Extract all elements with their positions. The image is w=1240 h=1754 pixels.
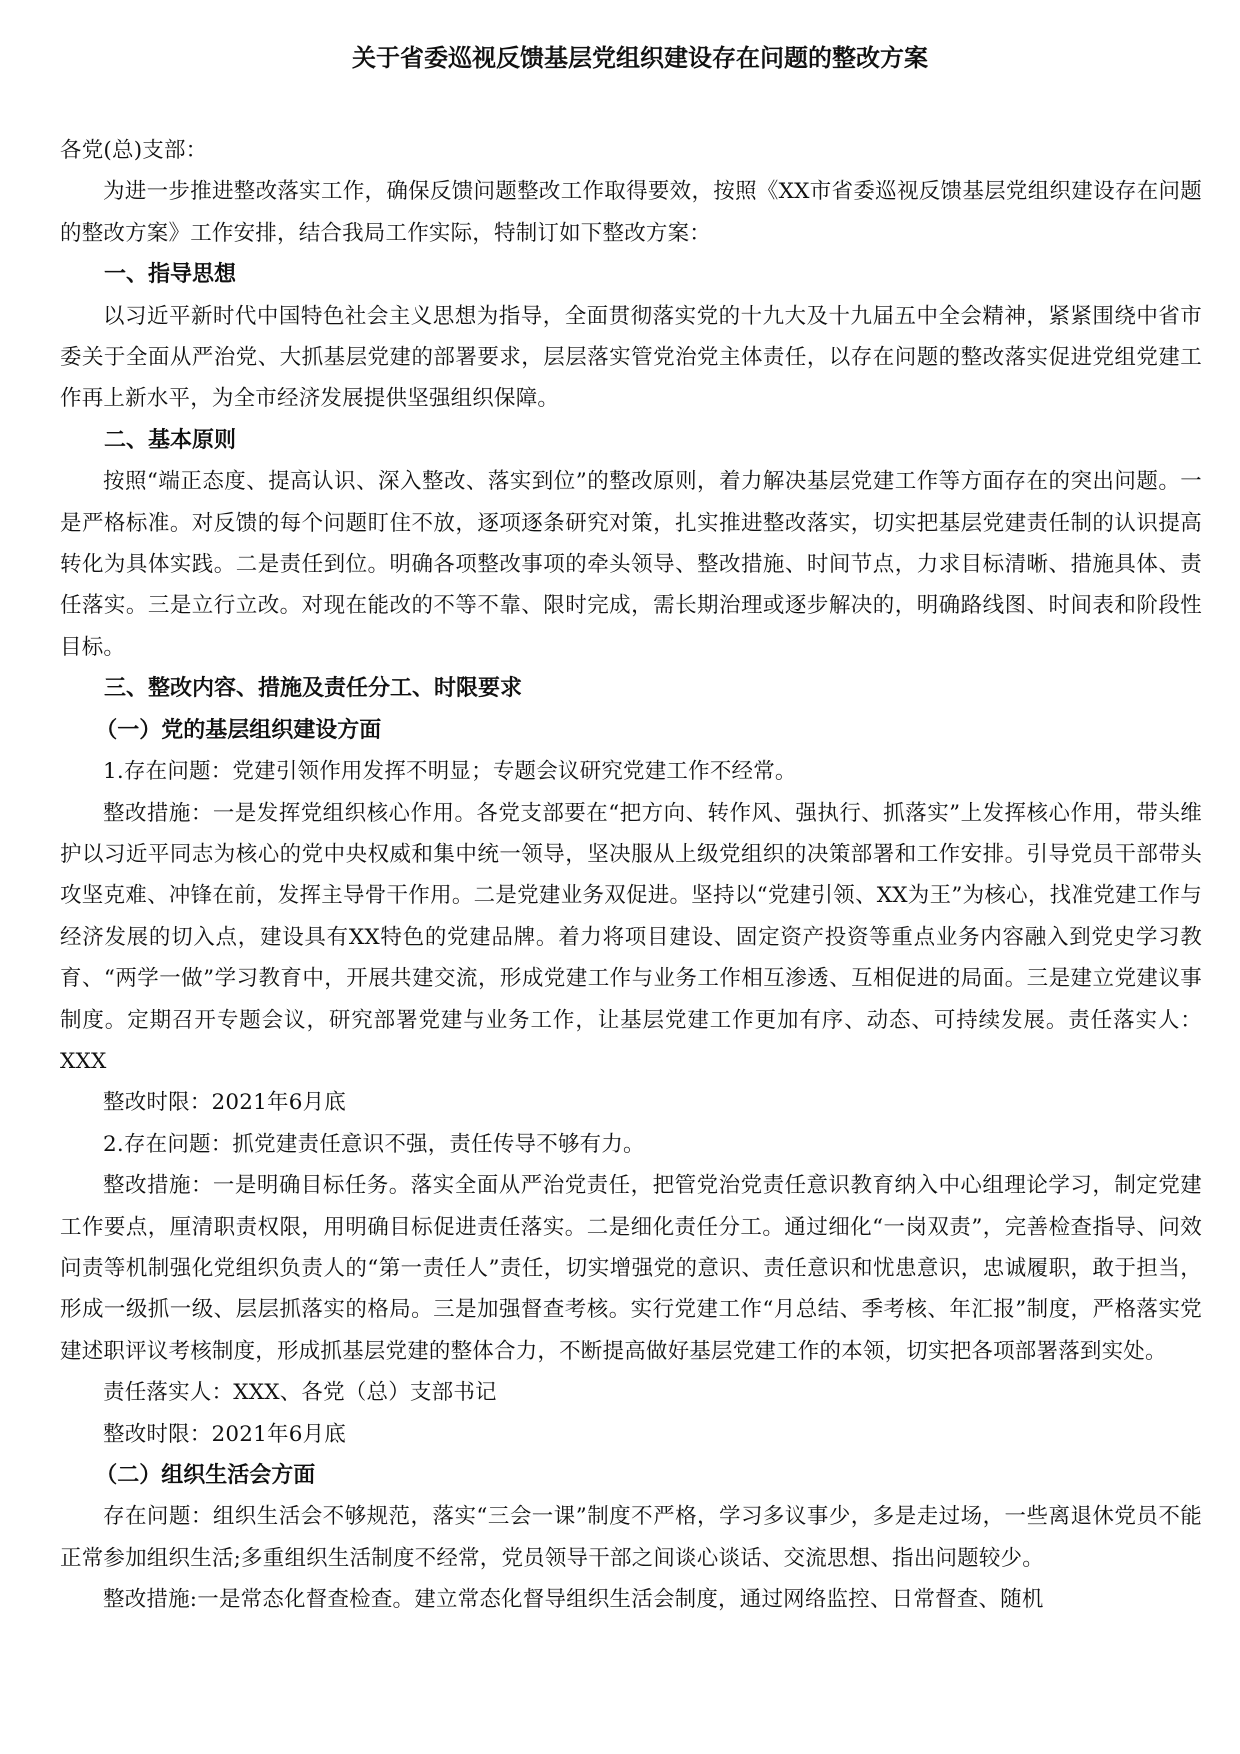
responsible-paragraph-2: 责任落实人：XXX、各党（总）支部书记 (103, 1380, 497, 1406)
salutation: 各党(总)支部： (60, 138, 208, 163)
deadline-paragraph-1: 整改时限：2021年6月底 (103, 1090, 346, 1116)
problem-paragraph-2: 2.存在问题：抓党建责任意识不强，责任传导不够有力。 (103, 1131, 645, 1157)
subsection-heading-grassroots-organization: （一）党的基层组织建设方面 (95, 717, 382, 743)
document-title: 关于省委巡视反馈基层党组织建设存在问题的整改方案 (352, 44, 928, 72)
document-page (60, 40, 1202, 1621)
deadline-paragraph-2: 整改时限：2021年6月底 (103, 1421, 346, 1447)
measures-paragraph-3: 整改措施:一是常态化督查检查。建立常态化督导组织生活会制度，通过网络监控、日常督查、随机 (103, 1587, 1044, 1613)
subsection-heading-organizational-life: （二）组织生活会方面 (95, 1463, 316, 1488)
intro-paragraph: 为进一步推进整改落实工作，确保反馈问题整改工作取得要效，按照《XX市省委巡视反馈基层党组织建设存在问题的整改方案》工作安排，结合我局工作实际，特制订如下整改方案： (60, 179, 1202, 246)
section-heading-rectification-content: 三、整改内容、措施及责任分工、时限要求 (104, 676, 523, 702)
section-paragraph-guiding-ideology: 以习近平新时代中国特色社会主义思想为指导，全面贯彻落实党的十九大及十九届五中全会精神，紧紧围绕中省市委关于全面从严治党、大抓基层党建的部署要求，层层落实管党治党主体责任，以存在问题的整改落实促进党组党建工作再上新水平，为全市经济发展提供坚强组织保障。 (60, 303, 1202, 412)
measures-paragraph-1: 整改措施：一是发挥党组织核心作用。各党支部要在“把方向、转作风、强执行、抓落实”上发挥核心作用，带头维护以习近平同志为核心的党中央权威和集中统一领导，坚决服从上级党组织的决策部署和工作安排。引导党员干部带头攻坚克难、冲锋在前，发挥主导骨干作用。二是党建业务双促进。坚持以“党建引领、XX为王”为核心，找准党建工作与经济发展的切入点，建设具有XX特色的党建品牌。着力将项目建设、固定资产投资等重点业务内容融入到党史学习教育、“两学一做”学习教育中，开展共建交流，形成党建工作与业务工作相互渗透、互相促进的局面。三是建立党建议事制度。定期召开专题会议，研究部署党建与业务工作，让基层党建工作更加有序、动态、可持续发展。责任落实人：XXX (60, 800, 1202, 1074)
measures-paragraph-2: 整改措施：一是明确目标任务。落实全面从严治党责任，把管党治党责任意识教育纳入中心组理论学习，制定党建工作要点，厘清职责权限，用明确目标促进责任落实。二是细化责任分工。通过细化“一岗双责”，完善检查指导、问效问责等机制强化党组织负责人的“第一责任人”责任，切实增强党的意识、责任意识和忧患意识，忠诚履职，敢于担当，形成一级抓一级、层层抓落实的格局。三是加强督查考核。实行党建工作“月总结、季考核、年汇报”制度，严格落实党建述职评议考核制度，形成抓基层党建的整体合力，不断提高做好基层党建工作的本领，切实把各项部署落到实处。 (60, 1173, 1202, 1364)
problem-paragraph-3: 存在问题：组织生活会不够规范，落实“三会一课”制度不严格，学习多议事少，多是走过场，一些离退休党员不能正常参加组织生活;多重组织生活制度不经常，党员领导干部之间谈心谈话、交流思想、指出问题较少。 (60, 1504, 1202, 1571)
section-heading-basic-principles: 二、基本原则 (104, 427, 237, 453)
section-paragraph-basic-principles: 按照“端正态度、提高认识、深入整改、落实到位”的整改原则，着力解决基层党建工作等方面存在的突出问题。一是严格标准。对反馈的每个问题盯住不放，逐项逐条研究对策，扎实推进整改落实，切实把基层党建责任制的认识提高转化为具体实践。二是责任到位。明确各项整改事项的牵头领导、整改措施、时间节点，力求目标清晰、措施具体、责任落实。三是立行立改。对现在能改的不等不靠、限时完成，需长期治理或逐步解决的，明确路线图、时间表和阶段性目标。 (60, 469, 1202, 660)
section-heading-guiding-ideology: 一、指导思想 (104, 262, 237, 288)
problem-paragraph-1: 1.存在问题：党建引领作用发挥不明显；专题会议研究党建工作不经常。 (103, 759, 797, 785)
